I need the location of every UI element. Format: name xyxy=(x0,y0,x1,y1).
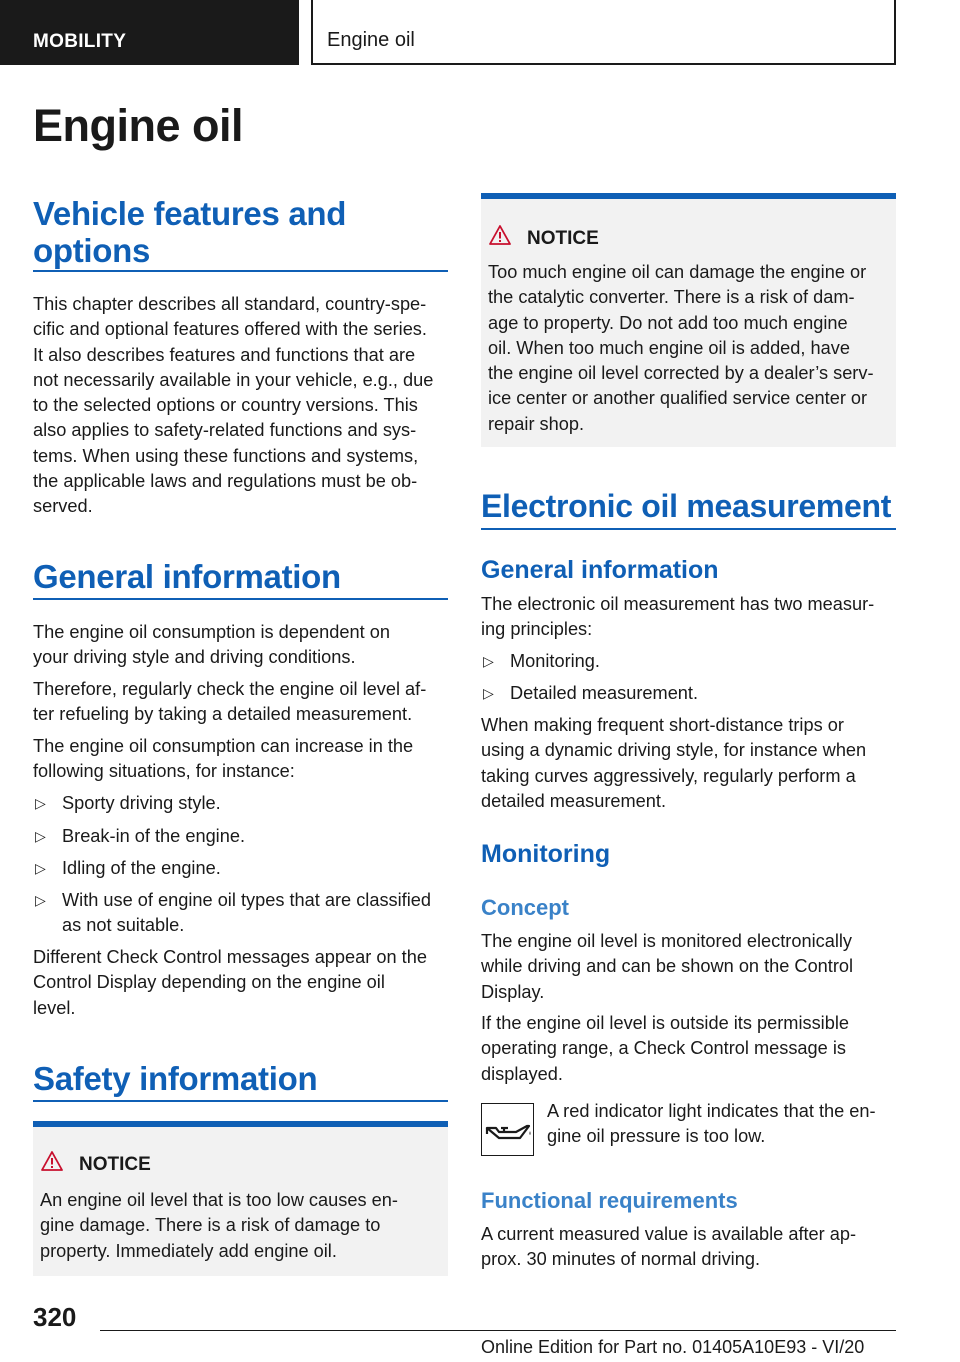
text-line: not necessarily available in your vehicle, e.g., due xyxy=(33,369,434,390)
chapter-label: Engine oil xyxy=(327,29,415,51)
triangle-bullet-icon: ▷ xyxy=(483,653,494,669)
list-item-text: Break-in of the engine. xyxy=(62,826,246,846)
text-line: gine oil pressure is too low. xyxy=(547,1126,766,1147)
list-item-text: Detailed measurement. xyxy=(510,683,699,703)
triangle-bullet-icon: ▷ xyxy=(35,795,46,811)
monitoring-heading: Monitoring xyxy=(481,840,611,868)
list-item-text: With use of engine oil types that are classified xyxy=(62,890,431,910)
text-line: the applicable laws and regulations must be ob- xyxy=(33,471,418,492)
list-item xyxy=(33,856,451,881)
text-line: When making frequent short-distance trips or xyxy=(481,715,844,735)
indicator-text xyxy=(547,1099,897,1150)
vehicle-features-text xyxy=(33,292,451,520)
text-line: Too much engine oil can damage the engine or xyxy=(488,262,867,282)
notice-box xyxy=(33,1121,448,1276)
text-line: A current measured value is available after ap- xyxy=(481,1224,857,1244)
notice-label: NOTICE xyxy=(79,1154,151,1175)
text-line: the catalytic converter. There is a risk of dam- xyxy=(488,287,855,308)
text-line: following situations, for instance: xyxy=(33,761,295,782)
notice-label: NOTICE xyxy=(527,228,599,249)
text-line: your driving style and driving conditions. xyxy=(33,647,356,668)
text-line: The engine oil consumption can increase in the xyxy=(33,736,414,756)
safety-information-heading: Safety information xyxy=(33,1060,318,1097)
text-line: An engine oil level that is too low causes en- xyxy=(40,1190,398,1210)
concept-paragraph-2 xyxy=(481,1011,899,1087)
text-line: ing principles: xyxy=(481,619,593,640)
text-line: gine damage. There is a risk of damage to xyxy=(40,1215,381,1236)
text-line: Display. xyxy=(481,981,545,1002)
text-line: age to property. Do not add too much engine xyxy=(488,312,848,333)
eom-paragraph-1 xyxy=(481,592,899,643)
footer-rule xyxy=(100,1330,896,1331)
text-line: to the selected options or country versions. This xyxy=(33,395,418,416)
text-line: tems. When using these functions and systems, xyxy=(33,445,419,466)
text-line: Different Check Control messages appear on the xyxy=(33,947,427,967)
concept-paragraph-1 xyxy=(481,929,899,1005)
text-line: ice center or another qualified service center or xyxy=(488,388,868,409)
text-line: ter refueling by taking a detailed measurement. xyxy=(33,704,413,725)
triangle-bullet-icon: ▷ xyxy=(35,892,46,908)
text-line: The engine oil level is monitored electronically xyxy=(481,931,853,951)
text-line: Control Display depending on the engine oil xyxy=(33,972,385,993)
list-item-text: as not suitable. xyxy=(62,915,185,936)
gi-paragraph-4 xyxy=(33,945,451,1021)
text-line: A red indicator light indicates that the en- xyxy=(547,1101,876,1121)
text-line: served. xyxy=(33,496,93,517)
text-line: cific and optional features offered with the series. xyxy=(33,319,427,340)
text-line: If the engine oil level is outside its permissible xyxy=(481,1013,849,1033)
eom-paragraph-2 xyxy=(481,713,899,814)
text-line: repair shop. xyxy=(488,413,585,434)
list-item xyxy=(33,824,451,849)
electronic-oil-measurement-heading: Electronic oil measurement xyxy=(481,488,892,524)
list-item-text: Idling of the engine. xyxy=(62,858,221,878)
list-item-text: Sporty driving style. xyxy=(62,793,221,813)
text-line: This chapter describes all standard, country-spe- xyxy=(33,294,427,314)
text-line: also applies to safety-related functions and sys- xyxy=(33,420,417,441)
text-line: the engine oil level corrected by a dealer’s serv- xyxy=(488,363,874,384)
vehicle-features-heading xyxy=(33,195,346,269)
section-rule xyxy=(481,528,896,530)
text-line: prox. 30 minutes of normal driving. xyxy=(481,1249,761,1270)
section-rule xyxy=(33,270,448,272)
general-information-heading: General information xyxy=(33,558,341,595)
gi-paragraph-3 xyxy=(33,734,451,785)
text-line: property. Immediately add engine oil. xyxy=(40,1240,337,1261)
text-line: taking curves aggressively, regularly perform a xyxy=(481,765,856,786)
text-line: operating range, a Check Control message is xyxy=(481,1038,846,1059)
text-line: Therefore, regularly check the engine oil level af- xyxy=(33,679,427,699)
notice-text xyxy=(40,1188,445,1264)
heading-line: Vehicle features and xyxy=(33,195,347,232)
text-line: oil. When too much engine oil is added, have xyxy=(488,337,850,358)
heading-line: options xyxy=(33,232,151,269)
warning-triangle-icon xyxy=(489,225,511,245)
triangle-bullet-icon: ▷ xyxy=(35,860,46,876)
text-line: while driving and can be shown on the Control xyxy=(481,956,854,977)
section-tab xyxy=(0,0,299,65)
edition-text: Online Edition for Part no. 01405A10E93 - VI/20 xyxy=(481,1337,865,1357)
text-line: The engine oil consumption is dependent on xyxy=(33,622,390,642)
oil-can-icon xyxy=(481,1103,534,1156)
general-information-subheading: General information xyxy=(481,556,719,584)
text-line: level. xyxy=(33,997,76,1018)
gi-paragraph-1 xyxy=(33,620,451,671)
list-item xyxy=(481,649,899,674)
page-number: 320 xyxy=(33,1302,77,1332)
text-line: The electronic oil measurement has two measur- xyxy=(481,594,875,614)
triangle-bullet-icon: ▷ xyxy=(483,685,494,701)
section-rule xyxy=(33,1100,448,1102)
gi-paragraph-2 xyxy=(33,677,451,728)
chapter-tab xyxy=(311,0,896,65)
section-rule xyxy=(33,598,448,600)
page-title: Engine oil xyxy=(33,100,244,151)
warning-triangle-icon xyxy=(41,1151,63,1171)
concept-heading: Concept xyxy=(481,895,569,920)
text-line: It also describes features and functions that are xyxy=(33,344,416,365)
text-line: displayed. xyxy=(481,1063,563,1084)
text-line: detailed measurement. xyxy=(481,790,667,811)
list-item-text: Monitoring. xyxy=(510,651,600,671)
section-label: MOBILITY xyxy=(33,31,127,52)
text-line: using a dynamic driving style, for instance when xyxy=(481,740,867,761)
notice-text xyxy=(488,260,893,437)
list-item xyxy=(33,791,451,816)
functional-requirements-text xyxy=(481,1222,899,1273)
list-item xyxy=(33,888,451,939)
notice-box xyxy=(481,193,896,447)
triangle-bullet-icon: ▷ xyxy=(35,828,46,844)
functional-requirements-heading: Functional requirements xyxy=(481,1188,738,1213)
list-item xyxy=(481,681,899,706)
